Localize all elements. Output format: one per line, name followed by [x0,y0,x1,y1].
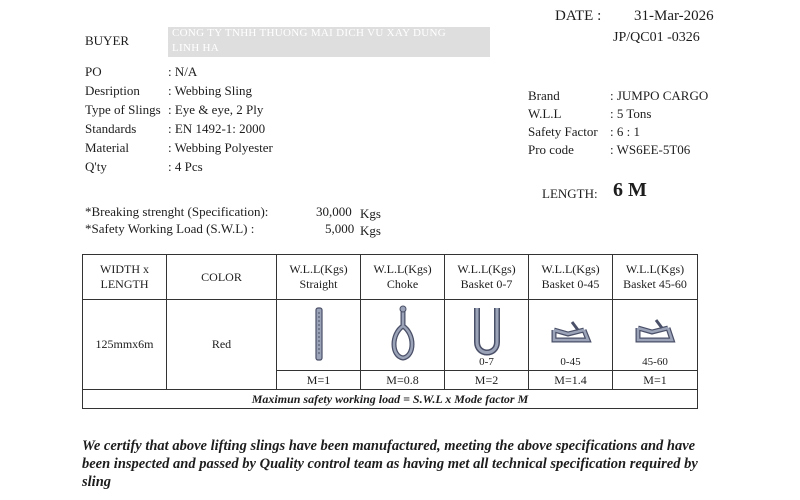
field-label: Pro code [528,142,574,157]
cell-straight-icon [277,300,361,371]
field-value: : EN 1492-1: 2000 [168,121,266,136]
breaking-strength-label: *Breaking strenght (Specification): [85,204,269,219]
swl-unit: Kgs [360,223,381,238]
angle-label: 45-60 [642,356,668,368]
field-value: : Eye & eye, 2 Ply [168,102,264,117]
column-header-width-length: WIDTH x LENGTH [83,255,167,300]
swl-value: 5,000 [325,221,355,236]
basket-sling-icon [469,304,505,358]
field-value: : N/A [168,64,198,79]
choke-sling-icon [385,304,421,364]
column-header-basket-45-60: W.L.L(Kgs) Basket 45-60 [613,255,698,300]
field-label: Standards [85,121,137,136]
factor-choke: M=0.8 [361,371,445,390]
document-number: JP/QC01 -0326 [613,30,700,45]
field-value: : 4 Pcs [168,159,203,174]
field-label: Desription [85,83,140,98]
field-label: Safety Factor [528,124,598,139]
straight-sling-icon [309,304,329,364]
buyer-value-line1: CONG TY TNHH THUONG MAI DICH VU XAY DUNG [172,27,446,39]
factor-straight: M=1 [277,371,361,390]
field-label: PO [85,64,102,79]
field-value: : WS6EE-5T06 [610,142,691,157]
cell-color: Red [167,300,277,390]
factor-basket-45-60: M=1 [613,371,698,390]
date-label: DATE : [555,8,602,24]
length-value: 6 M [613,179,647,201]
basket-angle-sling-icon [548,304,594,354]
cell-choke-icon [361,300,445,371]
column-header-choke: W.L.L(Kgs) Choke [361,255,445,300]
field-label: W.L.L [528,106,562,121]
table-header-row [83,255,698,300]
cell-basket-0-45-icon [529,300,613,371]
factor-basket-0-7: M=2 [445,371,529,390]
date-value: 31-Mar-2026 [634,8,714,24]
note-row [83,390,698,409]
column-header-color: COLOR [167,255,277,300]
column-header-straight: W.L.L(Kgs) Straight [277,255,361,300]
table-row [83,300,698,371]
swl-label: *Safety Working Load (S.W.L) : [85,221,255,236]
angle-label: 0-7 [479,356,494,368]
field-value: : Webbing Polyester [168,140,273,155]
column-header-basket-0-45: W.L.L(Kgs) Basket 0-45 [529,255,613,300]
field-label: Type of Slings [85,102,161,117]
factor-basket-0-45: M=1.4 [529,371,613,390]
angle-label: 0-45 [560,356,581,368]
field-label: Brand [528,88,560,103]
basket-angle-sling-icon [632,304,678,354]
max-swl-note: Maximun safety working load = S.W.L x Mode factor M [83,390,698,409]
column-header-basket-0-7: W.L.L(Kgs) Basket 0-7 [445,255,529,300]
breaking-strength-unit: Kgs [360,206,381,221]
buyer-value-line2: LINH HA [172,42,220,54]
cell-size: 125mmx6m [83,300,167,390]
buyer-label: BUYER [85,33,130,48]
field-label: Q'ty [85,159,107,174]
buyer-value-redacted [168,27,490,57]
field-value: : Webbing Sling [168,83,252,98]
cell-basket-0-7-icon [445,300,529,371]
breaking-strength-value: 30,000 [316,204,352,219]
field-value: : JUMPO CARGO [610,88,709,103]
field-value: : 5 Tons [610,106,652,121]
field-value: : 6 : 1 [610,124,640,139]
certification-statement: We certify that above lifting slings have been manufactured, meeting the above specifications and have been inspected and passed by Quality control team as having met all technical specification required by sling [82,438,698,490]
field-label: Material [85,140,130,155]
cell-basket-45-60-icon [613,300,698,371]
length-label: LENGTH: [542,186,598,201]
sling-spec-table [82,254,698,409]
